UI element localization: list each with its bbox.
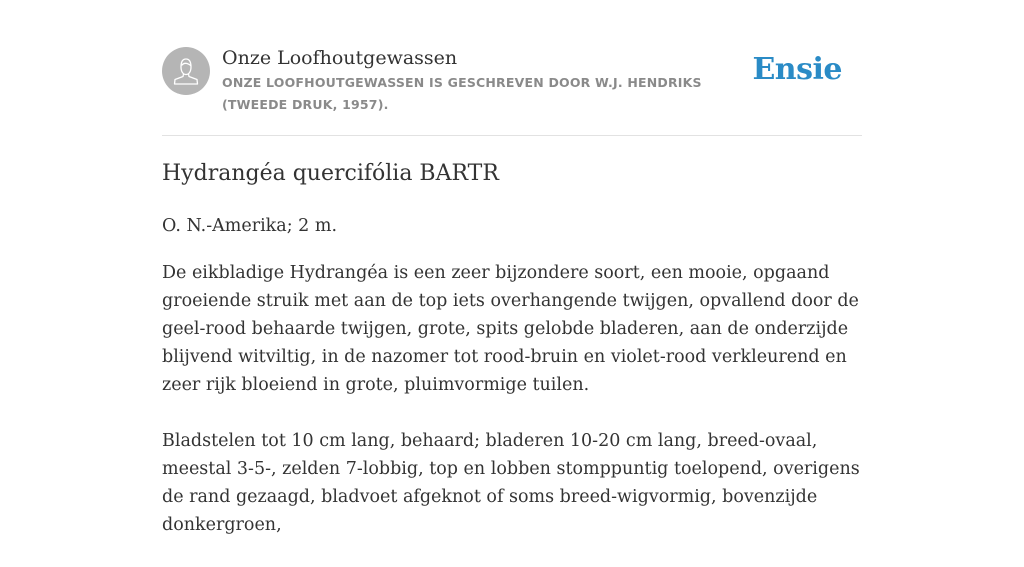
ensie-logo-link[interactable]: Ensie — [752, 52, 842, 87]
source-header — [162, 46, 862, 136]
source-title[interactable]: Onze Loofhoutgewassen — [222, 47, 458, 69]
entry-subline: O. N.-Amerika; 2 m. — [162, 216, 338, 236]
avatar[interactable] — [162, 47, 210, 95]
entry-body — [162, 259, 862, 567]
header-divider — [162, 135, 862, 136]
source-description: ONZE LOOFHOUTGEWASSEN IS GESCHREVEN DOOR W.J. HENDRIKS (TWEEDE DRUK, 1957). — [222, 75, 702, 112]
user-silhouette-icon — [162, 47, 210, 95]
entry-paragraph: Bladstelen tot 10 cm lang, behaard; bladeren 10-20 cm lang, breed-ovaal, meestal 3-5-, zelden 7-lobbig, top en lobben stomppuntig toelopend, overigens de rand gezaagd, bladvoet afgeknot of soms breed-wigvormig, bovenzijde donkergroen, — [162, 431, 860, 535]
entry-title: Hydrangéa quercifólia BARTR — [162, 161, 499, 186]
entry-paragraph: De eikbladige Hydrangéa is een zeer bijzondere soort, een mooie, opgaand groeiende struik met aan de top iets overhangende twijgen, opvallend door de geel-rood behaarde twijgen, grote, spits gelobde bladeren, aan de onderzijde blijvend witviltig, in de nazomer tot rood-bruin en violet-rood verkleurend en zeer rijk bloeiend in grote, pluimvormige tuilen. — [162, 263, 859, 395]
page — [162, 0, 862, 535]
